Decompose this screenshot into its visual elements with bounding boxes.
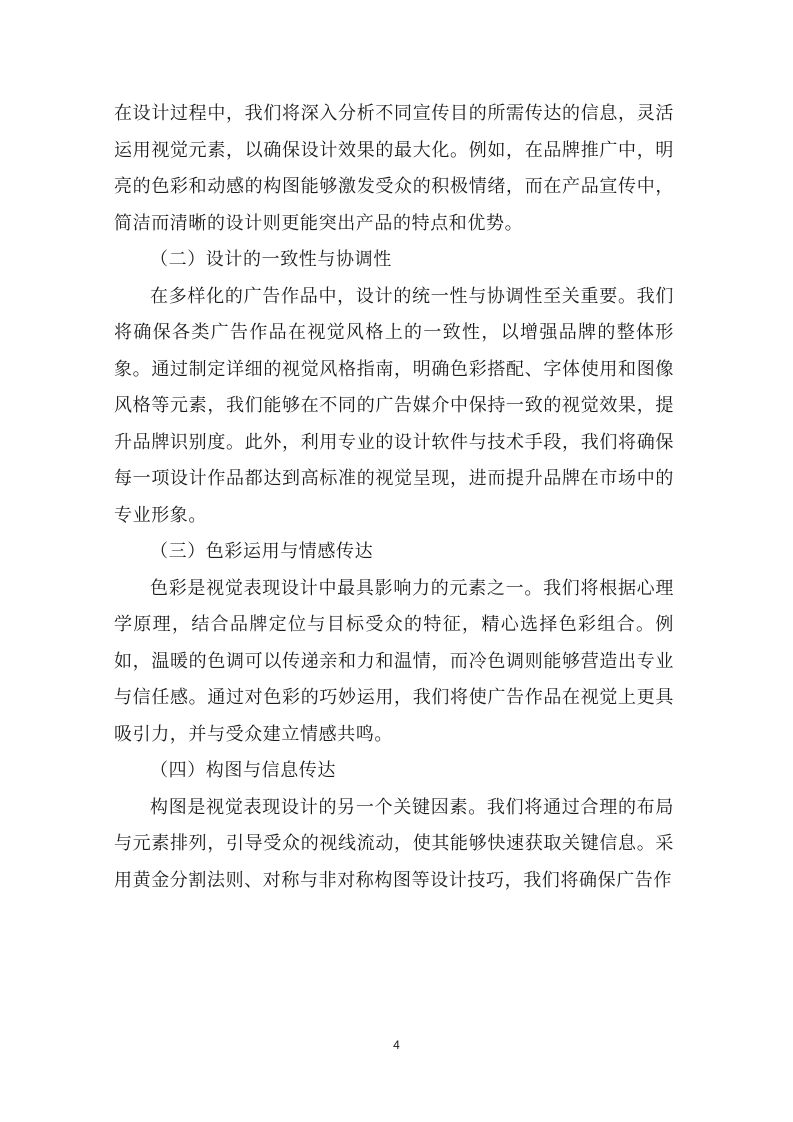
section-heading-consistency: （二）设计的一致性与协调性 bbox=[150, 249, 392, 270]
section-heading-composition: （四）构图与信息传达 bbox=[150, 760, 336, 781]
paragraph-consistency: 在多样化的广告作品中，设计的统一性与协调性至关重要。我们将确保各类广告作品在视觉风格上的一致性，以增强品牌的整体形象。通过制定详细的视觉风格指南，明确色彩搭配、字体使用和图像风格等元素，我们能够在不同的广告媒介中保持一致的视觉效果，提升品牌识别度。此外，利用专业的设计软件与技术手段，我们将确保每一项设计作品都达到高标准的视觉呈现，进而提升品牌在市场中的专业形象。 bbox=[114, 285, 674, 526]
page-number: 4 bbox=[393, 1038, 400, 1052]
section-heading-color: （三）色彩运用与情感传达 bbox=[150, 541, 374, 562]
page-body bbox=[114, 96, 674, 899]
paragraph-composition: 构图是视觉表现设计的另一个关键因素。我们将通过合理的布局与元素排列，引导受众的视线流动，使其能够快速获取关键信息。采用黄金分割法则、对称与非对称构图等设计技巧，我们将确保广告作 bbox=[114, 796, 674, 891]
paragraph-color: 色彩是视觉表现设计中最具影响力的元素之一。我们将根据心理学原理，结合品牌定位与目标受众的特征，精心选择色彩组合。例如，温暖的色调可以传递亲和力和温情，而冷色调则能够营造出专业与信任感。通过对色彩的巧妙运用，我们将使广告作品在视觉上更具吸引力，并与受众建立情感共鸣。 bbox=[114, 577, 674, 745]
paragraph-intro-continuation: 在设计过程中，我们将深入分析不同宣传目的所需传达的信息，灵活运用视觉元素，以确保设计效果的最大化。例如，在品牌推广中，明亮的色彩和动感的构图能够激发受众的积极情绪，而在产品宣传中，简洁而清晰的设计则更能突出产品的特点和优势。 bbox=[114, 103, 674, 234]
